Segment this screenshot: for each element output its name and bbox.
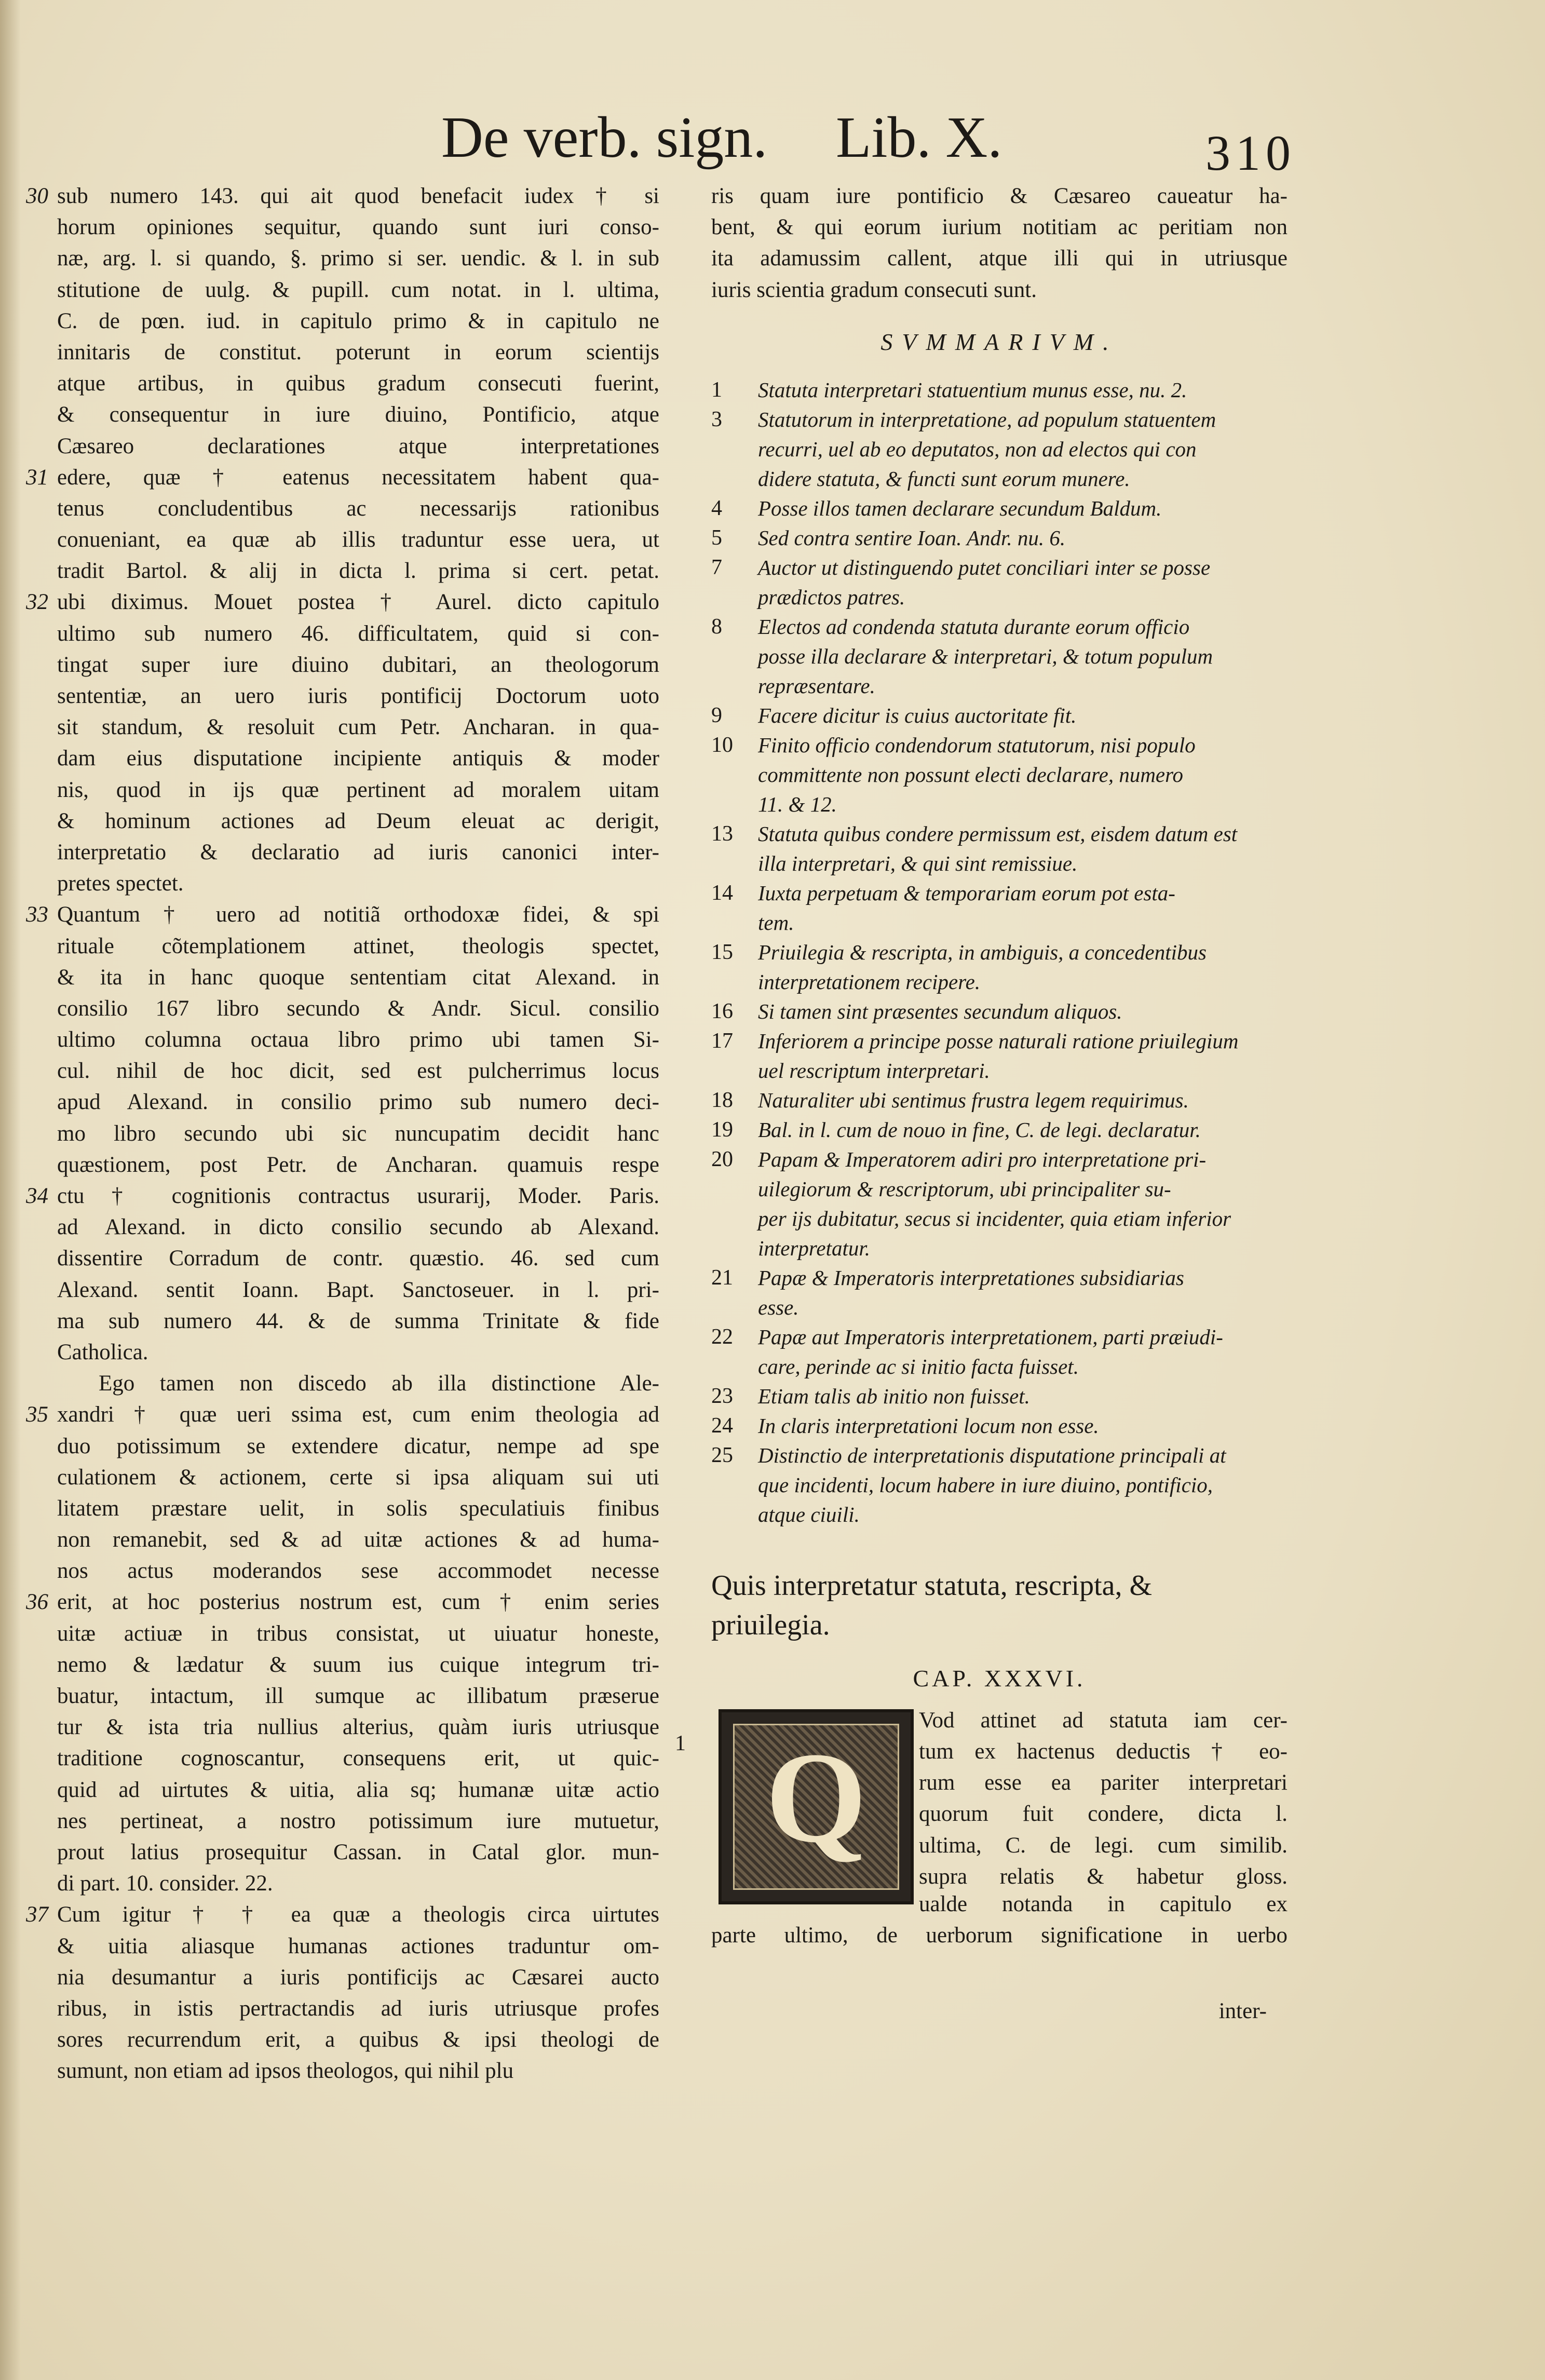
summarium-line: 11. & 12.	[758, 792, 837, 816]
text-line	[57, 1306, 659, 1337]
summarium-line: Etiam talis ab initio non fuisset.	[758, 1384, 1030, 1408]
line-text: culationem & actionem, certe si ipsa aliquam sui uti	[57, 1465, 659, 1490]
line-text: nia desumantur a iuris pontificijs ac Cæsarei aucto	[57, 1965, 659, 1990]
text-line	[57, 493, 659, 524]
line-text: edere, quæ † eatenus necessitatem habent qua-	[57, 465, 659, 490]
text-line	[57, 275, 659, 306]
text-line	[57, 1056, 659, 1087]
right-column-continuation	[711, 181, 1288, 306]
text-line	[57, 806, 659, 837]
text-line	[57, 743, 659, 774]
line-text: apud Alexand. in consilio primo sub numero deci-	[57, 1090, 659, 1115]
summarium-line: prædictos patres.	[758, 585, 905, 609]
text-line	[57, 1556, 659, 1587]
text-line	[57, 556, 659, 587]
summarium-number: 20	[711, 1147, 733, 1171]
line-text: xandri † quæ ueri ssima est, cum enim theologia ad	[57, 1402, 659, 1427]
summarium-line: tem.	[758, 910, 794, 935]
text-line: supra relatis & habetur gloss.	[919, 1864, 1288, 1889]
line-text: rituale cõtemplationem attinet, theologis spectet,	[57, 934, 659, 958]
summarium-line: didere statuta, & functi sunt eorum munere.	[758, 466, 1130, 491]
text-line	[57, 399, 659, 430]
chapter-label: CAP. XXXVI.	[913, 1665, 1086, 1692]
line-text: ultimo sub numero 46. difficultatem, quid si con-	[57, 621, 659, 646]
summarium-item	[711, 819, 1288, 878]
line-text: Cæsareo declarationes atque interpretationes	[57, 434, 659, 458]
text-line	[57, 1462, 659, 1493]
line-text: pretes spectet.	[57, 871, 184, 896]
line-text: buatur, intactum, ill sumque ac illibatum præserue	[57, 1684, 659, 1708]
chapter-body	[675, 1705, 1288, 1996]
chapter-title-line: Quis interpretatur statuta, rescripta, &	[711, 1569, 1153, 1602]
line-text: cul. nihil de hoc dicit, sed est pulcherrimus locus	[57, 1059, 659, 1084]
summarium-text	[758, 405, 1288, 494]
summarium-text	[758, 1441, 1288, 1530]
text-line: 35 xandri † quæ ueri ssima est, cum enim theologia ad	[26, 1402, 659, 1427]
text-line: Vod attinet ad statuta iam cer-	[919, 1708, 1288, 1733]
summarium-line: In claris interpretationi locum non esse.	[758, 1413, 1099, 1438]
text-line	[57, 1962, 659, 1993]
text-line: iuris scientia gradum consecuti sunt.	[711, 277, 1037, 302]
decorated-initial	[719, 1709, 914, 1904]
summarium-line: Posse illos tamen declarare secundum Baldum.	[758, 496, 1162, 520]
summarium-number: 15	[711, 940, 733, 964]
text-line	[57, 1087, 659, 1118]
text-line: 34 ctu † cognitionis contractus usurarij, Moder. Paris.	[26, 1184, 659, 1208]
line-text: Quantum † uero ad notitiã orthodoxæ fidei, & spi	[57, 902, 659, 927]
text-line	[57, 1431, 659, 1462]
text-line	[57, 1368, 659, 1399]
summarium-item	[711, 878, 1288, 938]
summarium-number: 3	[711, 407, 722, 431]
line-text: non remanebit, sed & ad uitæ actiones & ad huma-	[57, 1527, 659, 1552]
text-line	[57, 2056, 659, 2087]
line-text: sententiæ, an uero iuris pontificij Doctorum uoto	[57, 684, 659, 708]
summarium-number: 13	[711, 821, 733, 846]
text-line	[57, 993, 659, 1024]
summarium-item	[711, 1026, 1288, 1086]
summarium-text	[758, 1026, 1288, 1086]
summarium-line: Statuta quibus condere permissum est, eisdem datum est	[758, 821, 1238, 846]
line-text: litatem præstare uelit, in solis speculatiuis finibus	[57, 1496, 659, 1521]
line-text: sumunt, non etiam ad ipsos theologos, qui nihil plu	[57, 2059, 514, 2084]
text-line	[57, 212, 659, 243]
line-text: atque artibus, in quibus gradum consecuti fuerint,	[57, 371, 659, 396]
summarium-line: Statuta interpretari statuentium munus esse, nu. 2.	[758, 377, 1187, 402]
text-line	[57, 1743, 659, 1774]
text-line	[57, 243, 659, 274]
summarium-number: 8	[711, 614, 722, 639]
text-line	[57, 1931, 659, 1962]
summarium-number: 18	[711, 1088, 733, 1112]
text-line	[57, 1524, 659, 1556]
summarium-line: interpretationem recipere.	[758, 969, 981, 994]
summarium-number: 9	[711, 703, 722, 727]
line-text: ribus, in istis pertractandis ad iuris utriusque profes	[57, 1996, 659, 2021]
summarium-item	[711, 405, 1288, 494]
text-line: 37 Cum igitur † † ea quæ a theologis circa uirtutes	[26, 1902, 659, 1927]
line-text: traditione cognoscantur, consequens erit, ut quic-	[57, 1746, 659, 1771]
chapter-title	[711, 1566, 1288, 1645]
line-text: & hominum actiones ad Deum eleuat ac derigit,	[57, 808, 659, 833]
left-column	[26, 181, 659, 2087]
text-line	[57, 1775, 659, 1806]
line-text: sub numero 143. qui ait quod benefacit iudex † si	[57, 184, 659, 208]
line-text: duo potissimum se extendere dicatur, nempe ad spe	[57, 1434, 659, 1458]
line-text: conueniant, ea quæ ab illis traduntur esse uera, ut	[57, 528, 659, 552]
running-head-title: De verb. sign.	[441, 105, 768, 170]
summarium-item	[711, 1322, 1288, 1382]
text-line	[57, 1649, 659, 1681]
text-line: quorum fuit condere, dicta l.	[919, 1802, 1288, 1827]
line-text: ad Alexand. in dicto consilio secundo ab Alexand.	[57, 1215, 659, 1240]
summarium-text	[758, 523, 1288, 553]
summarium-text	[758, 731, 1288, 819]
summarium-line: interpretatur.	[758, 1236, 871, 1260]
line-text: dam eius disputatione incipiente antiquis & moder	[57, 746, 659, 771]
line-text: ma sub numero 44. & de summa Trinitate & fide	[57, 1308, 659, 1333]
line-text: & uitia aliasque humanas actiones traduntur om-	[57, 1933, 659, 1958]
text-line: 36 erit, at hoc posterius nostrum est, cum † enim series	[26, 1590, 659, 1615]
summarium-line: uilegiorum & rescriptorum, ubi principaliter su-	[758, 1177, 1171, 1201]
text-line	[57, 1806, 659, 1837]
text-line: tum ex hactenus deductis † eo-	[919, 1739, 1288, 1764]
line-text: Alexand. sentit Ioann. Bapt. Sanctoseuer. in l. pri-	[57, 1277, 659, 1302]
text-line	[57, 1712, 659, 1743]
summarium-line: Auctor ut distinguendo putet conciliari inter se posse	[758, 555, 1211, 579]
line-text: nos actus moderandos sese accommodet necesse	[57, 1559, 659, 1584]
summarium-number: 4	[711, 496, 722, 520]
line-text: quæstionem, post Petr. de Ancharan. quamuis respe	[57, 1152, 659, 1177]
summarium-line: Inferiorem a principe posse naturali ratione priuilegium	[758, 1029, 1239, 1053]
text-line	[57, 1212, 659, 1243]
line-text: uitæ actiuæ in tribus consistat, ut uiuatur honeste,	[57, 1621, 659, 1646]
line-text: horum opiniones sequitur, quando sunt iuri conso-	[57, 215, 659, 240]
text-line: ris quam iure pontificio & Cæsareo caueatur ha-	[711, 184, 1288, 208]
text-line	[57, 1118, 659, 1150]
line-text: Catholica.	[57, 1340, 148, 1364]
line-text: interpretatio & declaratio ad iuris canonici inter-	[57, 840, 659, 864]
text-line	[57, 837, 659, 868]
line-text: tradit Bartol. & alij in dicta l. prima si cert. petat.	[57, 559, 659, 584]
summarium-line: Papæ aut Imperatoris interpretationem, parti præiudi-	[758, 1324, 1223, 1349]
line-text: mo libro secundo ubi sic nuncupatim decidit hanc	[57, 1121, 659, 1146]
summarium-number: 10	[711, 733, 733, 757]
summarium-item	[711, 523, 1288, 553]
summarium-item	[711, 1145, 1288, 1263]
summarium-number: 1	[711, 377, 722, 402]
summarium-number: 5	[711, 525, 722, 550]
catchword: inter-	[1218, 1998, 1267, 2023]
summarium-number: 16	[711, 999, 733, 1023]
folio-number: 310	[1205, 125, 1296, 181]
text-line	[57, 2024, 659, 2056]
summarium-line: per ijs dubitatur, secus si incidenter, quia etiam inferior	[758, 1206, 1231, 1230]
text-line: 32 ubi diximus. Mouet postea † Aurel. dicto capitulo	[26, 590, 659, 615]
summarium-line: Si tamen sint præsentes secundum aliquos.	[758, 999, 1122, 1023]
summarium-line: Naturaliter ubi sentimus frustra legem requirimus.	[758, 1088, 1189, 1112]
text-line	[57, 431, 659, 462]
chapter-title-line: priuilegia.	[711, 1608, 830, 1641]
summarium-text	[758, 997, 1288, 1026]
summarium-line: Sed contra sentire Ioan. Andr. nu. 6.	[758, 525, 1066, 550]
text-line	[57, 1024, 659, 1056]
text-line	[57, 962, 659, 993]
text-line	[57, 712, 659, 743]
text-line	[57, 1337, 659, 1368]
text-line: ultima, C. de legi. cum similib.	[919, 1833, 1288, 1858]
line-text: ultimo columna octaua libro primo ubi tamen Si-	[57, 1027, 659, 1052]
summarium-item	[711, 997, 1288, 1026]
text-line: 31 edere, quæ † eatenus necessitatem habent qua-	[26, 465, 659, 490]
line-text: erit, at hoc posterius nostrum est, cum † enim series	[57, 1590, 659, 1615]
summarium-line: illa interpretari, & qui sint remissiue.	[758, 851, 1078, 875]
summarium-line: uel rescriptum interpretari.	[758, 1058, 990, 1083]
summarium-line: Distinctio de interpretationis disputatione principali at	[758, 1443, 1226, 1467]
line-text: Ego tamen non discedo ab illa distinctione Ale-	[99, 1371, 659, 1396]
summarium-number: 24	[711, 1413, 733, 1438]
text-line	[57, 618, 659, 650]
summarium-item	[711, 1086, 1288, 1115]
text-line	[57, 775, 659, 806]
summarium-item	[711, 701, 1288, 731]
text-line	[57, 1681, 659, 1712]
line-text: nis, quod in ijs quæ pertinent ad moralem uitam	[57, 777, 659, 802]
summarium-item	[711, 553, 1288, 612]
gutter-shadow	[0, 0, 21, 2380]
summarium-text	[758, 1263, 1288, 1322]
text-line	[57, 368, 659, 399]
line-text: nes pertineat, a nostro potissimum iure mutuetur,	[57, 1808, 659, 1833]
summarium-item	[711, 1115, 1288, 1145]
text-line	[57, 931, 659, 962]
summarium-text	[758, 1411, 1288, 1441]
summarium-line: Iuxta perpetuam & temporariam eorum pot esta-	[758, 881, 1175, 905]
summarium-line: Papam & Imperatorem adiri pro interpretatione pri-	[758, 1147, 1207, 1171]
summarium-text	[758, 553, 1288, 612]
line-text: stitutione de uulg. & pupill. cum notat. in l. ultima,	[57, 277, 659, 302]
summarium-item	[711, 494, 1288, 523]
running-head-book: Lib. X.	[836, 105, 1002, 170]
line-text: sores recurrendum erit, a quibus & ipsi theologi de	[57, 2027, 659, 2052]
text-line: ita adamussim callent, atque illi qui in utriusque	[711, 246, 1288, 271]
right-column	[675, 181, 1288, 2027]
text-line: 33 Quantum † uero ad notitiã orthodoxæ fidei, & spi	[26, 902, 659, 927]
text-line	[57, 1837, 659, 1868]
summarium-text	[758, 1086, 1288, 1115]
line-text: consilio 167 libro secundo & Andr. Sicul. consilio	[57, 996, 659, 1021]
summarium-text	[758, 1145, 1288, 1263]
text-line	[57, 1150, 659, 1181]
summarium-line: Finito officio condendorum statutorum, nisi populo	[758, 733, 1196, 757]
line-text: innitaris de constitut. poterunt in eorum scientijs	[57, 340, 659, 364]
summarium-text	[758, 1115, 1288, 1145]
text-line: ualde notanda in capitulo ex	[919, 1891, 1288, 1916]
line-text: & ita in hanc quoque sententiam citat Alexand. in	[57, 965, 659, 990]
summarium-item	[711, 375, 1288, 405]
summarium-line: Statutorum in interpretatione, ad populum statuentem	[758, 407, 1216, 431]
summarium-item	[711, 731, 1288, 819]
summarium-line: esse.	[758, 1295, 799, 1319]
line-text: prout latius prosequitur Cassan. in Catal glor. mun-	[57, 1840, 659, 1864]
summarium-line: committente non possunt electi declarare, numero	[758, 762, 1184, 787]
text-line	[57, 1275, 659, 1306]
line-text: ctu † cognitionis contractus usurarij, Moder. Paris.	[57, 1184, 659, 1208]
text-line: parte ultimo, de uerborum significatione in uerbo	[711, 1923, 1288, 1948]
text-line	[57, 650, 659, 681]
summarium-line: atque ciuili.	[758, 1502, 860, 1526]
text-line	[57, 1243, 659, 1274]
summarium-line: Priuilegia & rescripta, in ambiguis, a concedentibus	[758, 940, 1207, 964]
summarium-number: 21	[711, 1265, 733, 1290]
text-line	[57, 1493, 659, 1524]
line-text: & consequentur in iure diuino, Pontificio, atque	[57, 402, 659, 427]
text-line	[57, 1868, 659, 1899]
summarium-number: 25	[711, 1443, 733, 1467]
line-text: Cum igitur † † ea quæ a theologis circa uirtutes	[57, 1902, 659, 1927]
summarium-text	[758, 878, 1288, 938]
text-line	[57, 681, 659, 712]
text-line	[57, 1993, 659, 2024]
text-line: 30 sub numero 143. qui ait quod benefacit iudex † si	[26, 184, 659, 208]
summarium-number: 14	[711, 881, 733, 905]
line-text: tingat super iure diuino dubitari, an theologorum	[57, 652, 659, 677]
summarium-text	[758, 701, 1288, 731]
summarium-number: 22	[711, 1324, 733, 1349]
summarium-title: SVMMARIVM.	[880, 328, 1118, 355]
line-text: quid ad uirtutes & uitia, alia sq; humanæ uitæ actio	[57, 1777, 659, 1802]
summarium-text	[758, 819, 1288, 878]
summarium-number: 7	[711, 555, 722, 579]
text-line	[57, 306, 659, 337]
line-text: dissentire Corradum de contr. quæstio. 46. sed cum	[57, 1246, 659, 1271]
chapter-text	[711, 1889, 1288, 1951]
summarium-text	[758, 938, 1288, 997]
summarium-text	[758, 494, 1288, 523]
summarium-item	[711, 1411, 1288, 1441]
summarium-line: Electos ad condenda statuta durante eorum officio	[758, 614, 1190, 639]
summarium-line: que incidenti, locum habere in iure diuino, pontificio,	[758, 1472, 1213, 1497]
text-line	[57, 868, 659, 899]
line-text: nemo & lædatur & suum ius cuique integrum tri-	[57, 1652, 659, 1677]
line-text: tur & ista tria nullius alterius, quàm iuris utriusque	[57, 1715, 659, 1740]
line-text: di part. 10. consider. 22.	[57, 1871, 273, 1896]
text-line	[57, 1618, 659, 1649]
line-text: tenus concludentibus ac necessarijs rationibus	[57, 496, 659, 521]
summarium-item	[711, 1382, 1288, 1411]
text-line	[57, 337, 659, 368]
summarium-text	[758, 375, 1288, 405]
summarium-text	[758, 1322, 1288, 1382]
text-line: rum esse ea pariter interpretari	[919, 1770, 1288, 1795]
line-text: ubi diximus. Mouet postea † Aurel. dicto capitulo	[57, 590, 659, 615]
summarium-number: 19	[711, 1117, 733, 1142]
line-text: sit standum, & resoluit cum Petr. Ancharan. in qua-	[57, 715, 659, 740]
summarium-line: care, perinde ac si initio facta fuisset.	[758, 1354, 1079, 1378]
text-line	[57, 524, 659, 556]
line-text: næ, arg. l. si quando, §. primo si ser. uendic. & l. in sub	[57, 246, 659, 271]
line-text: C. de pœn. iud. in capitulo primo & in capitulo ne	[57, 308, 659, 333]
summarium-item	[711, 938, 1288, 997]
summarium-list	[711, 375, 1288, 1530]
summarium-line: repræsentare.	[758, 673, 875, 698]
summarium-line: recurri, uel ab eo deputatos, non ad electos qui con	[758, 437, 1197, 461]
summarium-number: 17	[711, 1029, 733, 1053]
summarium-number: 23	[711, 1384, 733, 1408]
text-line: bent, & qui eorum iurium notitiam ac peritiam non	[711, 215, 1288, 240]
chapter-text-beside-initial	[919, 1705, 1288, 1892]
summarium-item	[711, 1263, 1288, 1322]
summarium-line: Facere dicitur is cuius auctoritate fit.	[758, 703, 1077, 727]
summarium-text	[758, 1382, 1288, 1411]
summarium-line: posse illa declarare & interpretari, & totum populum	[758, 644, 1213, 668]
summarium-item	[711, 612, 1288, 701]
margin-number: 1	[675, 1731, 686, 1755]
initial-letter: Q	[765, 1725, 867, 1870]
summarium-line: Bal. in l. cum de nouo in fine, C. de legi. declaratur.	[758, 1117, 1201, 1142]
summarium-line: Papæ & Imperatoris interpretationes subsidiarias	[758, 1265, 1184, 1290]
summarium-text	[758, 612, 1288, 701]
summarium-item	[711, 1441, 1288, 1530]
